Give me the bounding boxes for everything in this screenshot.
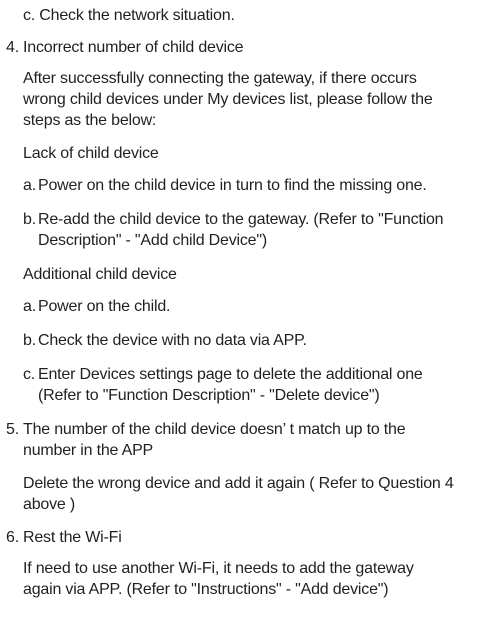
additional-c-line-1: Enter Devices settings page to delete the additional one xyxy=(38,366,423,383)
item6-body-line-2: again via APP. (Refer to "Instructions" - "Add device") xyxy=(23,581,389,598)
item3-sub-c: c. Check the network situation. xyxy=(23,7,235,24)
lack-a-text: Power on the child device in turn to find the missing one. xyxy=(38,177,427,194)
item4-intro-line-1: After successfully connecting the gateway, if there occurs xyxy=(23,70,417,87)
item5-number: 5. xyxy=(6,421,19,438)
item4-intro-line-3: steps as the below: xyxy=(23,112,157,129)
additional-a-marker: a. xyxy=(23,298,36,315)
additional-b-text: Check the device with no data via APP. xyxy=(38,332,307,349)
lack-b-line-2: Description" - "Add child Device") xyxy=(38,232,267,249)
additional-title: Additional child device xyxy=(23,266,177,283)
additional-a-text: Power on the child. xyxy=(38,298,171,315)
additional-b-marker: b. xyxy=(23,332,36,349)
lack-a-marker: a. xyxy=(23,177,36,194)
item6-number: 6. xyxy=(6,529,19,546)
additional-c-line-2: (Refer to "Function Description" - "Delete device") xyxy=(38,387,380,404)
item6-body-line-1: If need to use another Wi-Fi, it needs to add the gateway xyxy=(23,560,414,577)
lack-b-marker: b. xyxy=(23,211,36,228)
item5-heading-line-1: The number of the child device doesn’ t match up to the xyxy=(23,421,406,438)
item5-body-line-2: above ) xyxy=(23,496,75,513)
additional-c-marker: c. xyxy=(23,366,36,383)
item6-heading: Rest the Wi-Fi xyxy=(23,529,122,546)
item4-intro-line-2: wrong child devices under My devices list, please follow the xyxy=(23,91,433,108)
lack-title: Lack of child device xyxy=(23,145,159,162)
item5-body-line-1: Delete the wrong device and add it again ( Refer to Question 4 xyxy=(23,475,454,492)
item4-heading: Incorrect number of child device xyxy=(23,39,244,56)
item4-number: 4. xyxy=(6,39,19,56)
lack-b-line-1: Re-add the child device to the gateway. (Refer to "Function xyxy=(38,211,444,228)
item5-heading-line-2: number in the APP xyxy=(23,442,154,459)
